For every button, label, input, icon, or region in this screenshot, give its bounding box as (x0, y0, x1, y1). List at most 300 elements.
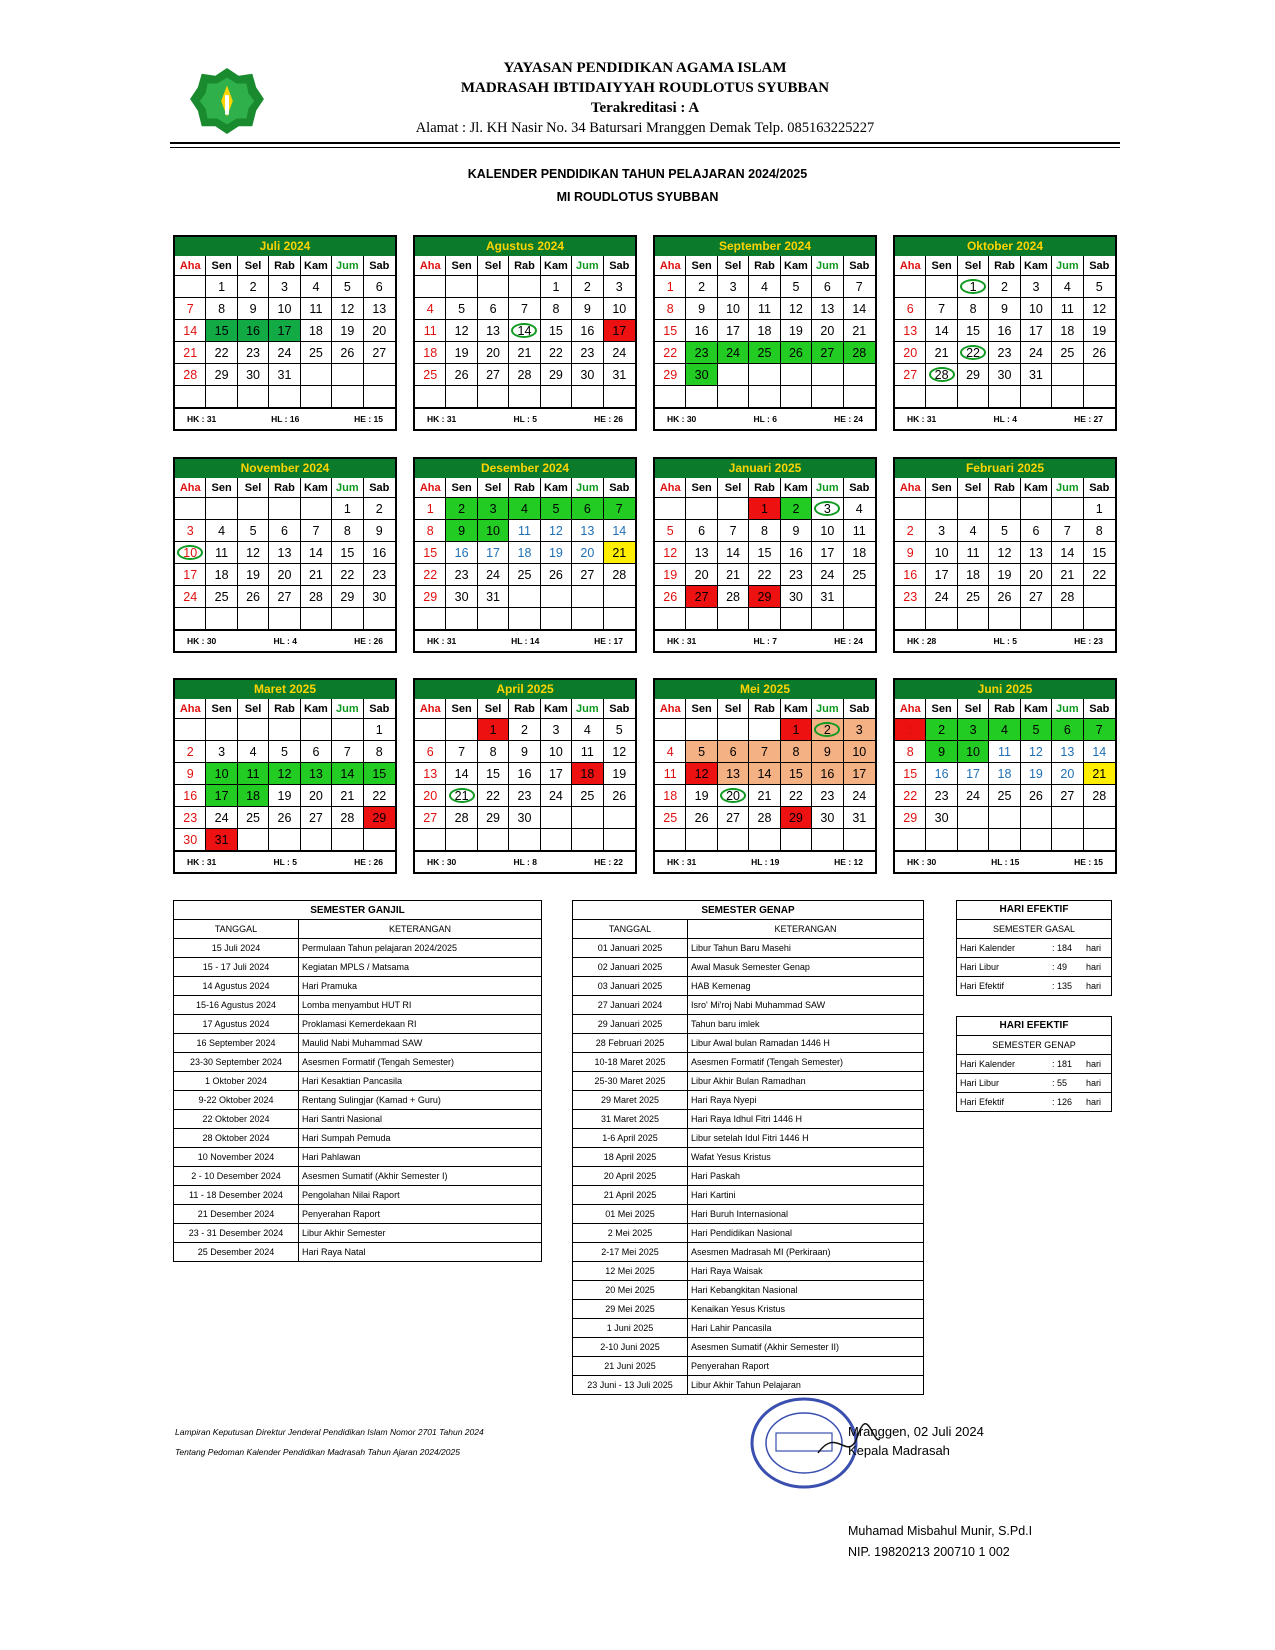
calendar-day: 23 (926, 785, 957, 807)
calendar-empty-cell (655, 608, 686, 630)
calendar-day: 4 (415, 298, 446, 320)
calendar-empty-cell (895, 276, 926, 298)
summary-hk: HK : 31 (667, 857, 697, 867)
calendar-day: 22 (895, 785, 926, 807)
month-title: Agustus 2024 (415, 237, 635, 256)
calendar-day: 26 (604, 785, 635, 807)
calendar-empty-cell (989, 608, 1020, 630)
calendar-day: 12 (541, 520, 572, 542)
calendar-empty-cell (269, 608, 300, 630)
calendar-day: 11 (655, 763, 686, 785)
calendar-day: 11 (509, 520, 540, 542)
calendar-empty-cell (572, 829, 603, 851)
calendar-day: 3 (958, 719, 989, 741)
calendar-day: 27 (572, 564, 603, 586)
calendar-day: 13 (415, 763, 446, 785)
calendar-empty-cell (206, 608, 237, 630)
month-calendar (653, 457, 877, 653)
calendar-day: 30 (509, 807, 540, 829)
calendar-day: 23 (364, 564, 395, 586)
calendar-empty-cell (718, 829, 749, 851)
month-title: November 2024 (175, 459, 395, 478)
month-days-grid (175, 699, 395, 851)
row-description: Rentang Sulingjar (Kamad + Guru) (299, 1091, 542, 1110)
calendar-day: 4 (572, 719, 603, 741)
weekday-header: Rab (749, 478, 780, 498)
calendar-day: 29 (958, 364, 989, 386)
weekday-header: Aha (655, 478, 686, 498)
calendar-day: 24 (812, 564, 843, 586)
table-row (573, 1091, 924, 1110)
label: Hari Efektif (960, 981, 1005, 991)
weekday-header: Kam (541, 256, 572, 276)
calendar-day: 11 (206, 542, 237, 564)
table-row (573, 996, 924, 1015)
calendar-empty-cell (572, 807, 603, 829)
calendar-empty-cell (269, 498, 300, 520)
calendar-day: 28 (446, 807, 477, 829)
row-date: 29 Mei 2025 (573, 1300, 688, 1319)
calendar-day: 21 (509, 342, 540, 364)
calendar-empty-cell (812, 608, 843, 630)
row-date: 03 Januari 2025 (573, 977, 688, 996)
value: : 184 (1052, 943, 1073, 953)
efektif-sub: SEMESTER GENAP (957, 1036, 1111, 1055)
calendar-day: 12 (781, 298, 812, 320)
calendar-day: 14 (1084, 741, 1115, 763)
calendar-day: 2 (175, 741, 206, 763)
calendar-day: 13 (478, 320, 509, 342)
calendar-empty-cell (1084, 807, 1115, 829)
row-description: Asesmen Formatif (Tengah Semester) (299, 1053, 542, 1072)
calendar-day: 20 (364, 320, 395, 342)
calendar-day: 14 (844, 298, 875, 320)
calendar-empty-cell (175, 608, 206, 630)
row-date: 28 Februari 2025 (573, 1034, 688, 1053)
weekday-header: Sel (958, 256, 989, 276)
efektif-row (957, 1055, 1111, 1074)
calendar-day: 8 (655, 298, 686, 320)
table-row (174, 1015, 542, 1034)
summary-hk: HK : 30 (427, 857, 457, 867)
weekday-header: Sel (238, 699, 269, 719)
row-date: 1 Juni 2025 (573, 1319, 688, 1338)
table-row (573, 1186, 924, 1205)
calendar-empty-cell (895, 829, 926, 851)
calendar-day: 30 (364, 586, 395, 608)
calendar-day: 31 (206, 829, 237, 851)
calendar-empty-cell (415, 386, 446, 408)
calendar-empty-cell (895, 608, 926, 630)
calendar-day: 6 (1052, 719, 1083, 741)
row-description: Asesmen Sumatif (Akhir Semester II) (688, 1338, 924, 1357)
month-summary (415, 408, 635, 429)
calendar-day: 22 (1084, 564, 1115, 586)
col-tanggal: TANGGAL (573, 920, 688, 939)
calendar-empty-cell (206, 386, 237, 408)
calendar-empty-cell (1021, 386, 1052, 408)
calendar-day: 25 (301, 342, 332, 364)
calendar-empty-cell (1052, 829, 1083, 851)
calendar-empty-cell (478, 276, 509, 298)
calendar-day: 9 (895, 542, 926, 564)
calendar-day: 6 (895, 298, 926, 320)
calendar-day: 14 (926, 320, 957, 342)
calendar-empty-cell (895, 498, 926, 520)
month-days-grid (415, 699, 635, 851)
month-summary (175, 408, 395, 429)
calendar-day: 23 (175, 807, 206, 829)
label: Hari Libur (960, 962, 1000, 972)
row-date: 23 Juni - 13 Juli 2025 (573, 1376, 688, 1395)
calendar-day: 1 (478, 719, 509, 741)
calendar-day: 13 (895, 320, 926, 342)
calendar-day: 19 (446, 342, 477, 364)
calendar-day: 25 (1052, 342, 1083, 364)
calendar-day: 19 (269, 785, 300, 807)
row-description: Maulid Nabi Muhammad SAW (299, 1034, 542, 1053)
summary-hk: HK : 31 (427, 636, 457, 646)
calendar-day: 26 (781, 342, 812, 364)
calendar-day: 13 (686, 542, 717, 564)
calendar-day: 6 (415, 741, 446, 763)
calendar-empty-cell (478, 608, 509, 630)
calendar-day: 19 (1021, 763, 1052, 785)
table-row (573, 1205, 924, 1224)
month-summary (895, 851, 1115, 872)
calendar-day: 5 (1084, 276, 1115, 298)
calendar-day: 29 (749, 586, 780, 608)
row-date: 9-22 Oktober 2024 (174, 1091, 299, 1110)
month-days-grid (655, 478, 875, 630)
summary-hl: HL : 6 (753, 414, 777, 424)
calendar-empty-cell (686, 719, 717, 741)
calendar-day: 30 (989, 364, 1020, 386)
calendar-day: 4 (1052, 276, 1083, 298)
summary-he: HE : 26 (594, 414, 623, 424)
month-summary (895, 408, 1115, 429)
calendar-day: 21 (749, 785, 780, 807)
weekday-header: Kam (781, 256, 812, 276)
calendar-day: 14 (1052, 542, 1083, 564)
calendar-empty-cell (332, 829, 363, 851)
calendar-day: 5 (989, 520, 1020, 542)
calendar-day: 22 (958, 342, 989, 364)
calendar-day: 6 (1021, 520, 1052, 542)
calendar-day: 17 (269, 320, 300, 342)
weekday-header: Jum (332, 256, 363, 276)
month-title: September 2024 (655, 237, 875, 256)
calendar-day: 15 (749, 542, 780, 564)
calendar-empty-cell (958, 829, 989, 851)
calendar-day: 30 (812, 807, 843, 829)
label: Hari Kalender (960, 943, 1016, 953)
calendar-empty-cell (332, 608, 363, 630)
calendar-day: 10 (269, 298, 300, 320)
calendar-empty-cell (206, 719, 237, 741)
table-row (573, 1262, 924, 1281)
calendar-day: 19 (781, 320, 812, 342)
calendar-day: 25 (958, 586, 989, 608)
efektif-row (957, 939, 1111, 958)
calendar-day: 7 (301, 520, 332, 542)
calendar-day: 19 (655, 564, 686, 586)
table-row (174, 958, 542, 977)
calendar-day: 17 (718, 320, 749, 342)
table-row (573, 1110, 924, 1129)
calendar-day: 21 (301, 564, 332, 586)
calendar-day: 18 (572, 763, 603, 785)
month-days-grid (655, 256, 875, 408)
weekday-header: Jum (332, 699, 363, 719)
table-row (573, 1072, 924, 1091)
calendar-day: 26 (446, 364, 477, 386)
calendar-empty-cell (541, 386, 572, 408)
calendar-day: 9 (175, 763, 206, 785)
calendar-day: 12 (238, 542, 269, 564)
calendar-day: 12 (655, 542, 686, 564)
weekday-header: Jum (572, 699, 603, 719)
calendar-day: 5 (781, 276, 812, 298)
calendar-day: 1 (749, 498, 780, 520)
calendar-day: 8 (478, 741, 509, 763)
calendar-empty-cell (509, 586, 540, 608)
calendar-day: 22 (749, 564, 780, 586)
calendar-day: 11 (844, 520, 875, 542)
calendar-day: 17 (604, 320, 635, 342)
calendar-day: 7 (1084, 719, 1115, 741)
calendar-day: 21 (926, 342, 957, 364)
calendar-day: 18 (238, 785, 269, 807)
summary-hl: HL : 14 (511, 636, 540, 646)
calendar-day: 2 (781, 498, 812, 520)
calendar-day: 17 (958, 763, 989, 785)
calendar-empty-cell (446, 719, 477, 741)
row-date: 10-18 Maret 2025 (573, 1053, 688, 1072)
calendar-day: 25 (655, 807, 686, 829)
calendar-day: 2 (812, 719, 843, 741)
calendar-day: 17 (1021, 320, 1052, 342)
row-description: Asesmen Formatif (Tengah Semester) (688, 1053, 924, 1072)
calendar-day: 6 (301, 741, 332, 763)
efektif-row (957, 1093, 1111, 1111)
row-description: Asesmen Madrasah MI (Perkiraan) (688, 1243, 924, 1262)
calendar-day: 9 (446, 520, 477, 542)
calendar-day: 28 (1084, 785, 1115, 807)
calendar-day: 9 (781, 520, 812, 542)
calendar-day: 16 (446, 542, 477, 564)
calendar-day: 24 (844, 785, 875, 807)
calendar-day: 23 (509, 785, 540, 807)
calendar-day: 6 (572, 498, 603, 520)
calendar-day: 19 (238, 564, 269, 586)
calendar-empty-cell (509, 829, 540, 851)
calendar-day: 29 (541, 364, 572, 386)
calendar-day: 28 (175, 364, 206, 386)
weekday-header: Jum (1052, 699, 1083, 719)
weekday-header: Sab (844, 478, 875, 498)
calendar-day: 27 (301, 807, 332, 829)
row-date: 16 September 2024 (174, 1034, 299, 1053)
weekday-header: Sen (686, 699, 717, 719)
calendar-empty-cell (844, 829, 875, 851)
calendar-day: 16 (781, 542, 812, 564)
row-description: Libur Awal bulan Ramadan 1446 H (688, 1034, 924, 1053)
weekday-header: Rab (269, 256, 300, 276)
calendar-day: 17 (175, 564, 206, 586)
calendar-day: 27 (415, 807, 446, 829)
calendar-day: 21 (175, 342, 206, 364)
row-description: Hari Kartini (688, 1186, 924, 1205)
weekday-header: Rab (989, 256, 1020, 276)
calendar-empty-cell (332, 719, 363, 741)
calendar-day: 20 (269, 564, 300, 586)
calendar-day: 7 (509, 298, 540, 320)
calendar-day: 2 (364, 498, 395, 520)
table-row (573, 958, 924, 977)
calendar-day: 21 (1084, 763, 1115, 785)
calendar-empty-cell (269, 719, 300, 741)
table-row (174, 1167, 542, 1186)
weekday-header: Sel (238, 478, 269, 498)
weekday-header: Kam (541, 478, 572, 498)
calendar-day: 28 (844, 342, 875, 364)
calendar-empty-cell (1021, 608, 1052, 630)
weekday-header: Sen (206, 478, 237, 498)
calendar-day: 3 (1021, 276, 1052, 298)
calendar-day: 6 (686, 520, 717, 542)
month-calendar (173, 235, 397, 431)
position: Kepala Madrasah (848, 1443, 950, 1458)
month-summary (895, 630, 1115, 651)
weekday-header: Sab (364, 699, 395, 719)
calendar-empty-cell (989, 498, 1020, 520)
calendar-empty-cell (926, 276, 957, 298)
weekday-header: Sen (926, 478, 957, 498)
row-date: 23-30 September 2024 (174, 1053, 299, 1072)
calendar-day: 13 (572, 520, 603, 542)
calendar-day: 25 (509, 564, 540, 586)
row-date: 01 Januari 2025 (573, 939, 688, 958)
calendar-day: 5 (269, 741, 300, 763)
calendar-empty-cell (446, 608, 477, 630)
calendar-day: 8 (364, 741, 395, 763)
weekday-header: Sab (364, 478, 395, 498)
calendar-empty-cell (541, 829, 572, 851)
calendar-empty-cell (175, 498, 206, 520)
row-date: 29 Januari 2025 (573, 1015, 688, 1034)
calendar-day: 12 (332, 298, 363, 320)
calendar-day: 16 (895, 564, 926, 586)
header-rule (170, 142, 1120, 144)
calendar-day: 18 (749, 320, 780, 342)
calendar-day: 31 (478, 586, 509, 608)
table-row (573, 1224, 924, 1243)
calendar-day: 28 (926, 364, 957, 386)
weekday-header: Sel (478, 478, 509, 498)
weekday-header: Jum (1052, 478, 1083, 498)
calendar-empty-cell (686, 498, 717, 520)
calendar-day: 23 (572, 342, 603, 364)
calendar-empty-cell (1052, 807, 1083, 829)
row-description: Libur setelah Idul Fitri 1446 H (688, 1129, 924, 1148)
calendar-empty-cell (958, 498, 989, 520)
calendar-day: 13 (812, 298, 843, 320)
table-row (174, 1072, 542, 1091)
calendar-empty-cell (926, 829, 957, 851)
unit: hari (1086, 962, 1102, 972)
calendar-day: 10 (206, 763, 237, 785)
table-row (573, 1281, 924, 1300)
summary-he: HE : 15 (1074, 857, 1103, 867)
table-row (573, 1338, 924, 1357)
weekday-header: Sab (844, 256, 875, 276)
calendar-day: 2 (686, 276, 717, 298)
calendar-day: 17 (478, 542, 509, 564)
calendar-day: 1 (655, 276, 686, 298)
calendar-day: 13 (1052, 741, 1083, 763)
calendar-empty-cell (238, 608, 269, 630)
month-calendar (893, 457, 1117, 653)
calendar-day: 21 (332, 785, 363, 807)
row-description: Awal Masuk Semester Genap (688, 958, 924, 977)
weekday-header: Aha (175, 256, 206, 276)
label: Hari Kalender (960, 1059, 1016, 1069)
calendar-day: 15 (415, 542, 446, 564)
efektif-title: HARI EFEKTIF (957, 901, 1111, 920)
calendar-empty-cell (812, 364, 843, 386)
summary-hl: HL : 4 (993, 414, 1017, 424)
calendar-day: 27 (718, 807, 749, 829)
weekday-header: Sab (1084, 256, 1115, 276)
table-row (573, 977, 924, 996)
calendar-empty-cell (812, 829, 843, 851)
weekday-header: Sel (718, 699, 749, 719)
calendar-day: 4 (206, 520, 237, 542)
calendar-day: 7 (926, 298, 957, 320)
table-row (174, 1205, 542, 1224)
calendar-day: 1 (364, 719, 395, 741)
calendar-day: 9 (926, 741, 957, 763)
weekday-header: Kam (541, 699, 572, 719)
month-title: Juli 2024 (175, 237, 395, 256)
school-subtitle: MI ROUDLOTUS SYUBBAN (556, 190, 719, 204)
month-title: April 2025 (415, 680, 635, 699)
month-calendar (653, 235, 877, 431)
row-description: Hari Pendidikan Nasional (688, 1224, 924, 1243)
calendar-day: 9 (812, 741, 843, 763)
calendar-day: 30 (238, 364, 269, 386)
calendar-day: 22 (364, 785, 395, 807)
calendar-empty-cell (478, 829, 509, 851)
month-calendar (893, 678, 1117, 874)
calendar-empty-cell (269, 386, 300, 408)
row-date: 10 November 2024 (174, 1148, 299, 1167)
summary-hk: HK : 30 (907, 857, 937, 867)
calendar-empty-cell (749, 608, 780, 630)
row-description: Hari Kesaktian Pancasila (299, 1072, 542, 1091)
row-description: Permulaan Tahun pelajaran 2024/2025 (299, 939, 542, 958)
month-summary (415, 630, 635, 651)
calendar-day: 22 (655, 342, 686, 364)
table-row (174, 1091, 542, 1110)
calendar-day: 19 (989, 564, 1020, 586)
calendar-day: 15 (364, 763, 395, 785)
calendar-day: 15 (206, 320, 237, 342)
calendar-day: 13 (269, 542, 300, 564)
table-row (174, 1129, 542, 1148)
calendar-day: 2 (238, 276, 269, 298)
